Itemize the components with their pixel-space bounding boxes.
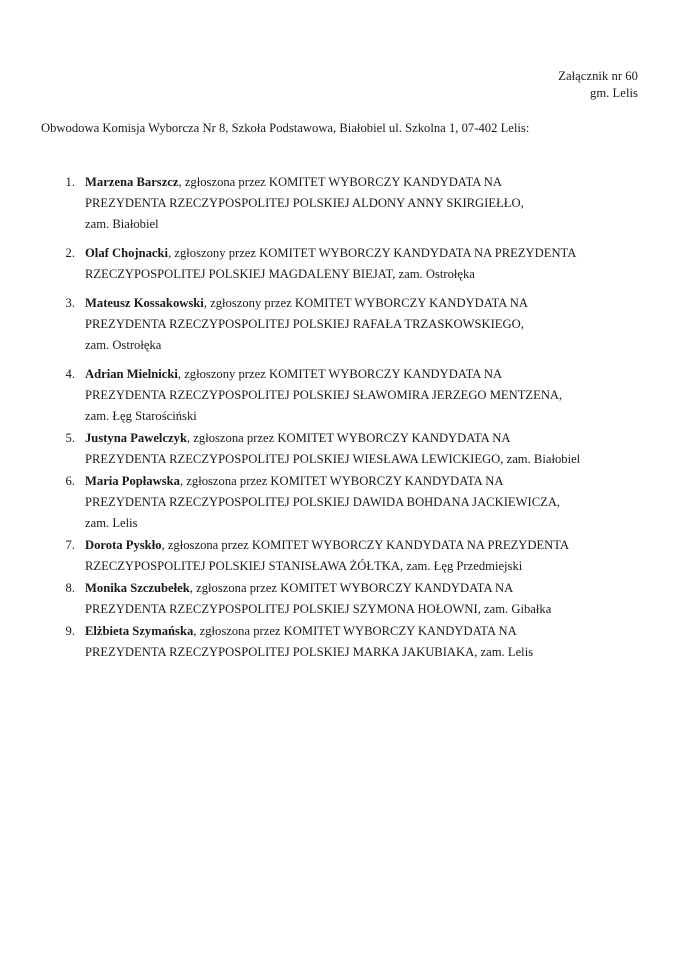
list-item-body [85, 578, 642, 620]
list-item [41, 243, 642, 285]
list-item-line [85, 621, 642, 642]
list-item-body [85, 428, 642, 470]
candidate-member-name: Justyna Pawelczyk [85, 431, 187, 445]
list-item-number: 7. [65, 538, 75, 552]
list-item-line [85, 243, 642, 264]
list-item-text: , zgłoszona przez KOMITET WYBORCZY KANDYDATA NA PREZYDENTA [161, 538, 570, 552]
document-header [558, 68, 638, 102]
list-item-line: zam. Białobiel [85, 217, 159, 231]
list-item-line: PREZYDENTA RZECZYPOSPOLITEJ POLSKIEJ MARKA JAKUBIAKA, zam. Lelis [85, 645, 534, 659]
list-item-text: , zgłoszony przez KOMITET WYBORCZY KANDYDATA NA [177, 367, 503, 381]
list-item-number: 2. [65, 246, 75, 260]
list-item-body [85, 621, 642, 663]
member-list [41, 172, 642, 664]
list-item-text: , zgłoszona przez KOMITET WYBORCZY KANDYDATA NA [193, 624, 517, 638]
list-item [41, 293, 642, 356]
candidate-member-name: Olaf Chojnacki [85, 246, 169, 260]
list-item-number: 8. [65, 581, 75, 595]
candidate-member-name: Marzena Barszcz [85, 175, 179, 189]
list-item-number: 9. [65, 624, 75, 638]
list-item-text: , zgłoszony przez KOMITET WYBORCZY KANDYDATA NA PREZYDENTA [168, 246, 577, 260]
list-item [41, 578, 642, 620]
list-item-line: PREZYDENTA RZECZYPOSPOLITEJ POLSKIEJ DAWIDA BOHDANA JACKIEWICZA, [85, 495, 561, 509]
list-item-body [85, 172, 642, 235]
list-item-line: zam. Ostrołęka [85, 338, 162, 352]
commission-intro-line: Obwodowa Komisja Wyborcza Nr 8, Szkoła Podstawowa, Białobiel ul. Szkolna 1, 07-402 Lelis: [41, 121, 530, 135]
list-item-line [85, 428, 642, 449]
list-item-text: , zgłoszona przez KOMITET WYBORCZY KANDYDATA NA [186, 431, 511, 445]
candidate-member-name: Dorota Pyskło [85, 538, 162, 552]
list-item-line: PREZYDENTA RZECZYPOSPOLITEJ POLSKIEJ SŁAWOMIRA JERZEGO MENTZENA, [85, 388, 563, 402]
list-item [41, 535, 642, 577]
list-item-number: 5. [65, 431, 75, 445]
list-item-line: PREZYDENTA RZECZYPOSPOLITEJ POLSKIEJ RAFAŁA TRZASKOWSKIEGO, [85, 317, 524, 331]
list-item-line: zam. Lelis [85, 516, 138, 530]
list-item-number: 1. [65, 175, 75, 189]
list-item-line [85, 364, 642, 385]
municipality-name: gm. Lelis [589, 86, 638, 100]
list-item-line [85, 578, 642, 599]
list-item-body [85, 364, 642, 427]
list-item-line: PREZYDENTA RZECZYPOSPOLITEJ POLSKIEJ SZYMONA HOŁOWNI, zam. Gibałka [85, 602, 552, 616]
list-item-number: 3. [65, 296, 75, 310]
list-item-line: PREZYDENTA RZECZYPOSPOLITEJ POLSKIEJ WIESŁAWA LEWICKIEGO, zam. Białobiel [85, 452, 581, 466]
list-item-line: zam. Łęg Starościński [85, 409, 197, 423]
candidate-member-name: Adrian Mielnicki [85, 367, 178, 381]
attachment-number: Załącznik nr 60 [558, 69, 638, 83]
list-item-line [85, 172, 642, 193]
list-item [41, 172, 642, 235]
list-item-body [85, 293, 642, 356]
list-item-line [85, 293, 642, 314]
candidate-member-name: Maria Popławska [85, 474, 180, 488]
candidate-member-name: Elżbieta Szymańska [85, 624, 194, 638]
list-item-text: , zgłoszona przez KOMITET WYBORCZY KANDYDATA NA [179, 474, 504, 488]
list-item [41, 428, 642, 470]
list-item-body [85, 535, 642, 577]
list-item-line [85, 471, 642, 492]
candidate-member-name: Monika Szczubełek [85, 581, 190, 595]
list-item-number: 4. [65, 367, 75, 381]
candidate-member-name: Mateusz Kossakowski [85, 296, 204, 310]
list-item-line: RZECZYPOSPOLITEJ POLSKIEJ MAGDALENY BIEJAT, zam. Ostrołęka [85, 267, 475, 281]
list-item-line: RZECZYPOSPOLITEJ POLSKIEJ STANISŁAWA ŻÓŁTKA, zam. Łęg Przedmiejski [85, 559, 523, 573]
list-item [41, 471, 642, 534]
list-item-text: , zgłoszona przez KOMITET WYBORCZY KANDYDATA NA [189, 581, 514, 595]
list-item-text: , zgłoszony przez KOMITET WYBORCZY KANDYDATA NA [203, 296, 528, 310]
list-item-body [85, 471, 642, 534]
list-item [41, 364, 642, 427]
list-item-number: 6. [65, 474, 75, 488]
list-item-line [85, 535, 642, 556]
list-item-text: , zgłoszona przez KOMITET WYBORCZY KANDYDATA NA [178, 175, 502, 189]
list-item-body [85, 243, 642, 285]
list-item [41, 621, 642, 663]
list-item-line: PREZYDENTA RZECZYPOSPOLITEJ POLSKIEJ ALDONY ANNY SKIRGIEŁŁO, [85, 196, 524, 210]
